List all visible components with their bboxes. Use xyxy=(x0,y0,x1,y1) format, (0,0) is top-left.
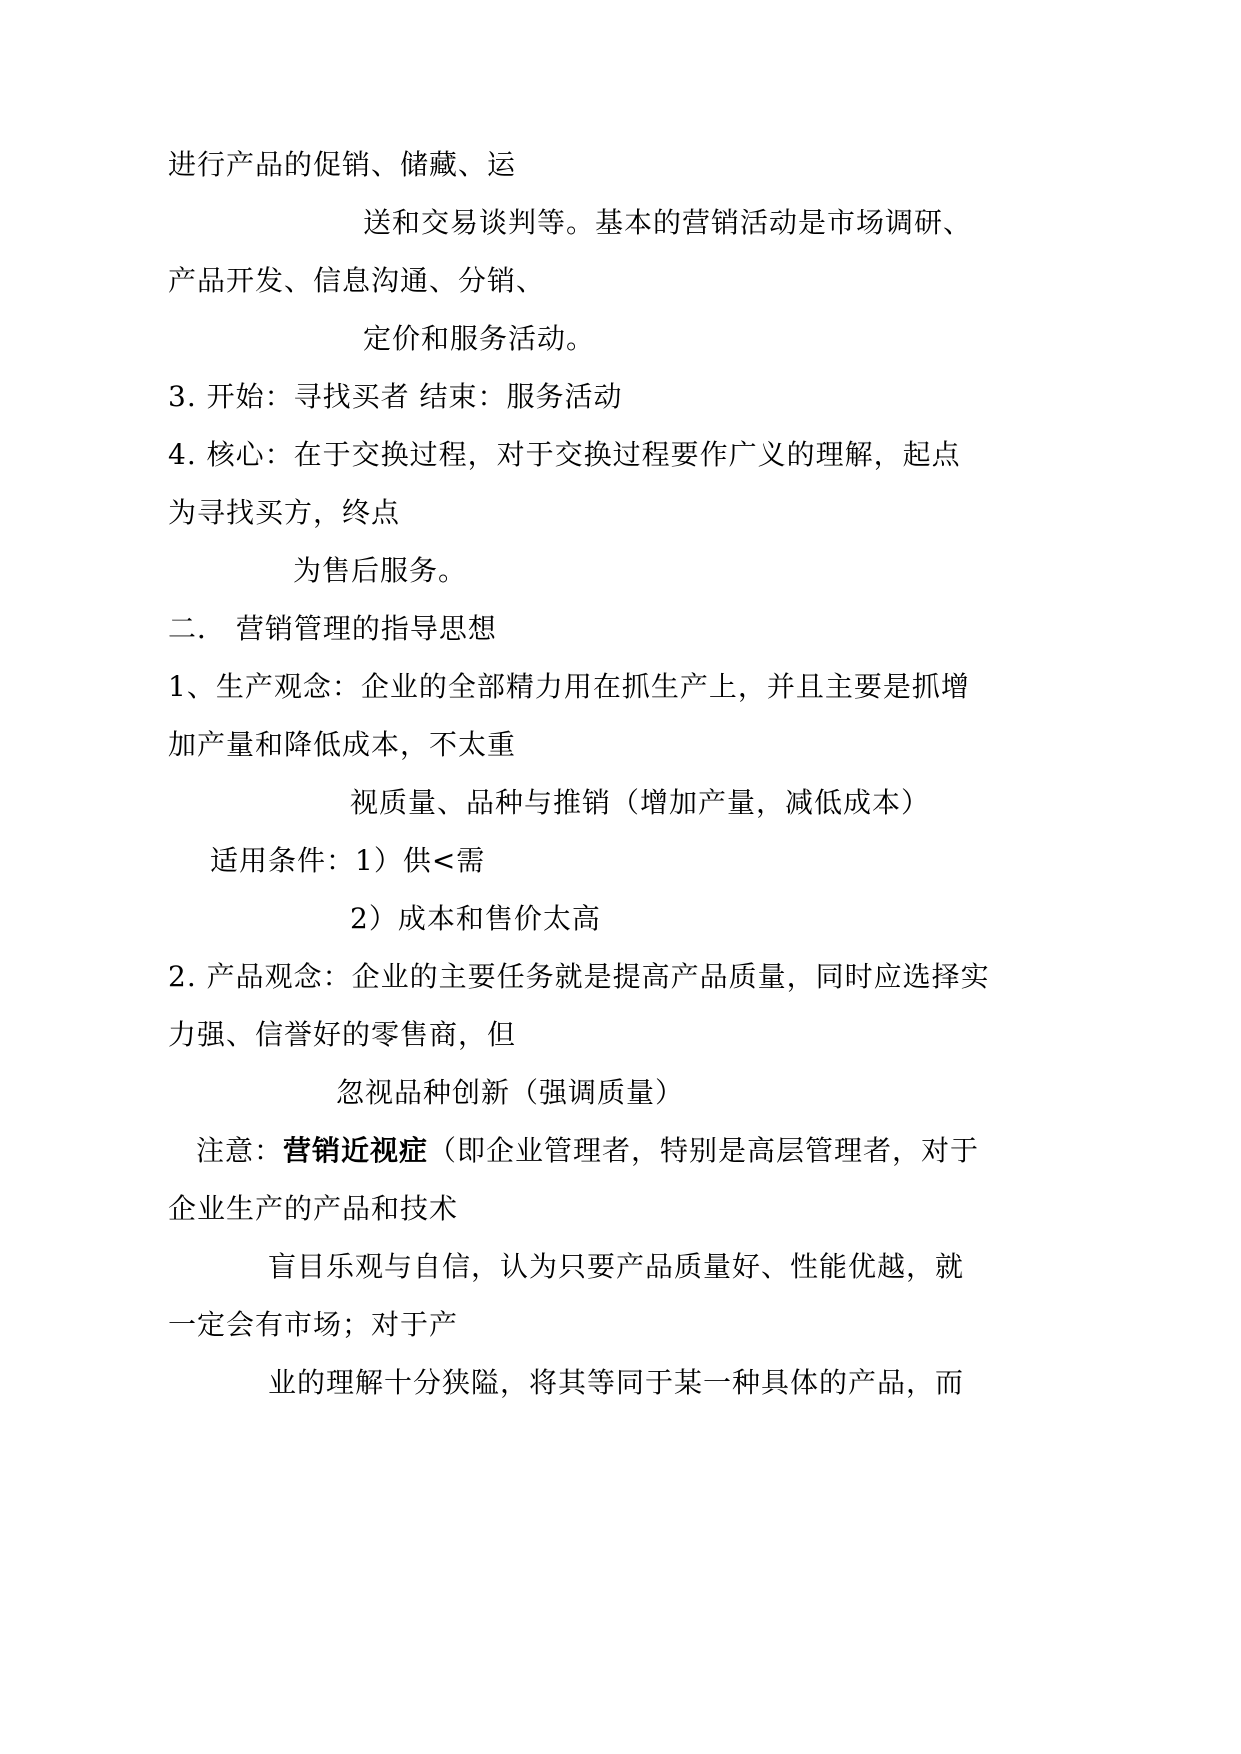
text-line-3: 产品开发、信息沟通、分销、 xyxy=(168,264,546,297)
text-line-12: 视质量、品种与推销（增加产量，减低成本） xyxy=(350,786,931,819)
note-rest: （即企业管理者，特别是高层管理者，对于 xyxy=(428,1134,980,1167)
text-line-11: 加产量和降低成本，不太重 xyxy=(168,728,517,761)
conditions-line: 适用条件：1）供<需 xyxy=(210,844,486,877)
text-line-4: 定价和服务活动。 xyxy=(363,322,596,355)
text-line-21: 一定会有市场；对于产 xyxy=(168,1308,459,1341)
list-item-4: 4. 核心：在于交换过程，对于交换过程要作广义的理解，起点 xyxy=(168,438,961,471)
condition-2: 2）成本和售价太高 xyxy=(350,902,601,935)
note-line xyxy=(196,1134,979,1168)
product-concept: 2. 产品观念：企业的主要任务就是提高产品质量，同时应选择实 xyxy=(168,960,990,993)
list-item-3: 3. 开始：寻找买者 结束：服务活动 xyxy=(168,380,623,413)
note-prefix: 注意： xyxy=(196,1134,284,1167)
production-concept: 1、生产观念：企业的全部精力用在抓生产上，并且主要是抓增 xyxy=(168,670,970,703)
text-line-16: 力强、信誉好的零售商，但 xyxy=(168,1018,517,1051)
text-line-2: 送和交易谈判等。基本的营销活动是市场调研、 xyxy=(363,206,973,239)
text-line-20: 盲目乐观与自信，认为只要产品质量好、性能优越，就 xyxy=(268,1250,965,1283)
section-heading: 二． 营销管理的指导思想 xyxy=(168,612,497,645)
text-line-1: 进行产品的促销、储藏、运 xyxy=(168,148,517,181)
text-line-8: 为售后服务。 xyxy=(293,554,468,587)
marketing-myopia-term: 营销近视症 xyxy=(283,1134,429,1167)
text-line-19: 企业生产的产品和技术 xyxy=(168,1192,459,1225)
text-line-22: 业的理解十分狭隘，将其等同于某一种具体的产品，而 xyxy=(268,1366,965,1399)
text-line-17: 忽视品种创新（强调质量） xyxy=(336,1076,685,1109)
text-line-7: 为寻找买方，终点 xyxy=(168,496,401,529)
